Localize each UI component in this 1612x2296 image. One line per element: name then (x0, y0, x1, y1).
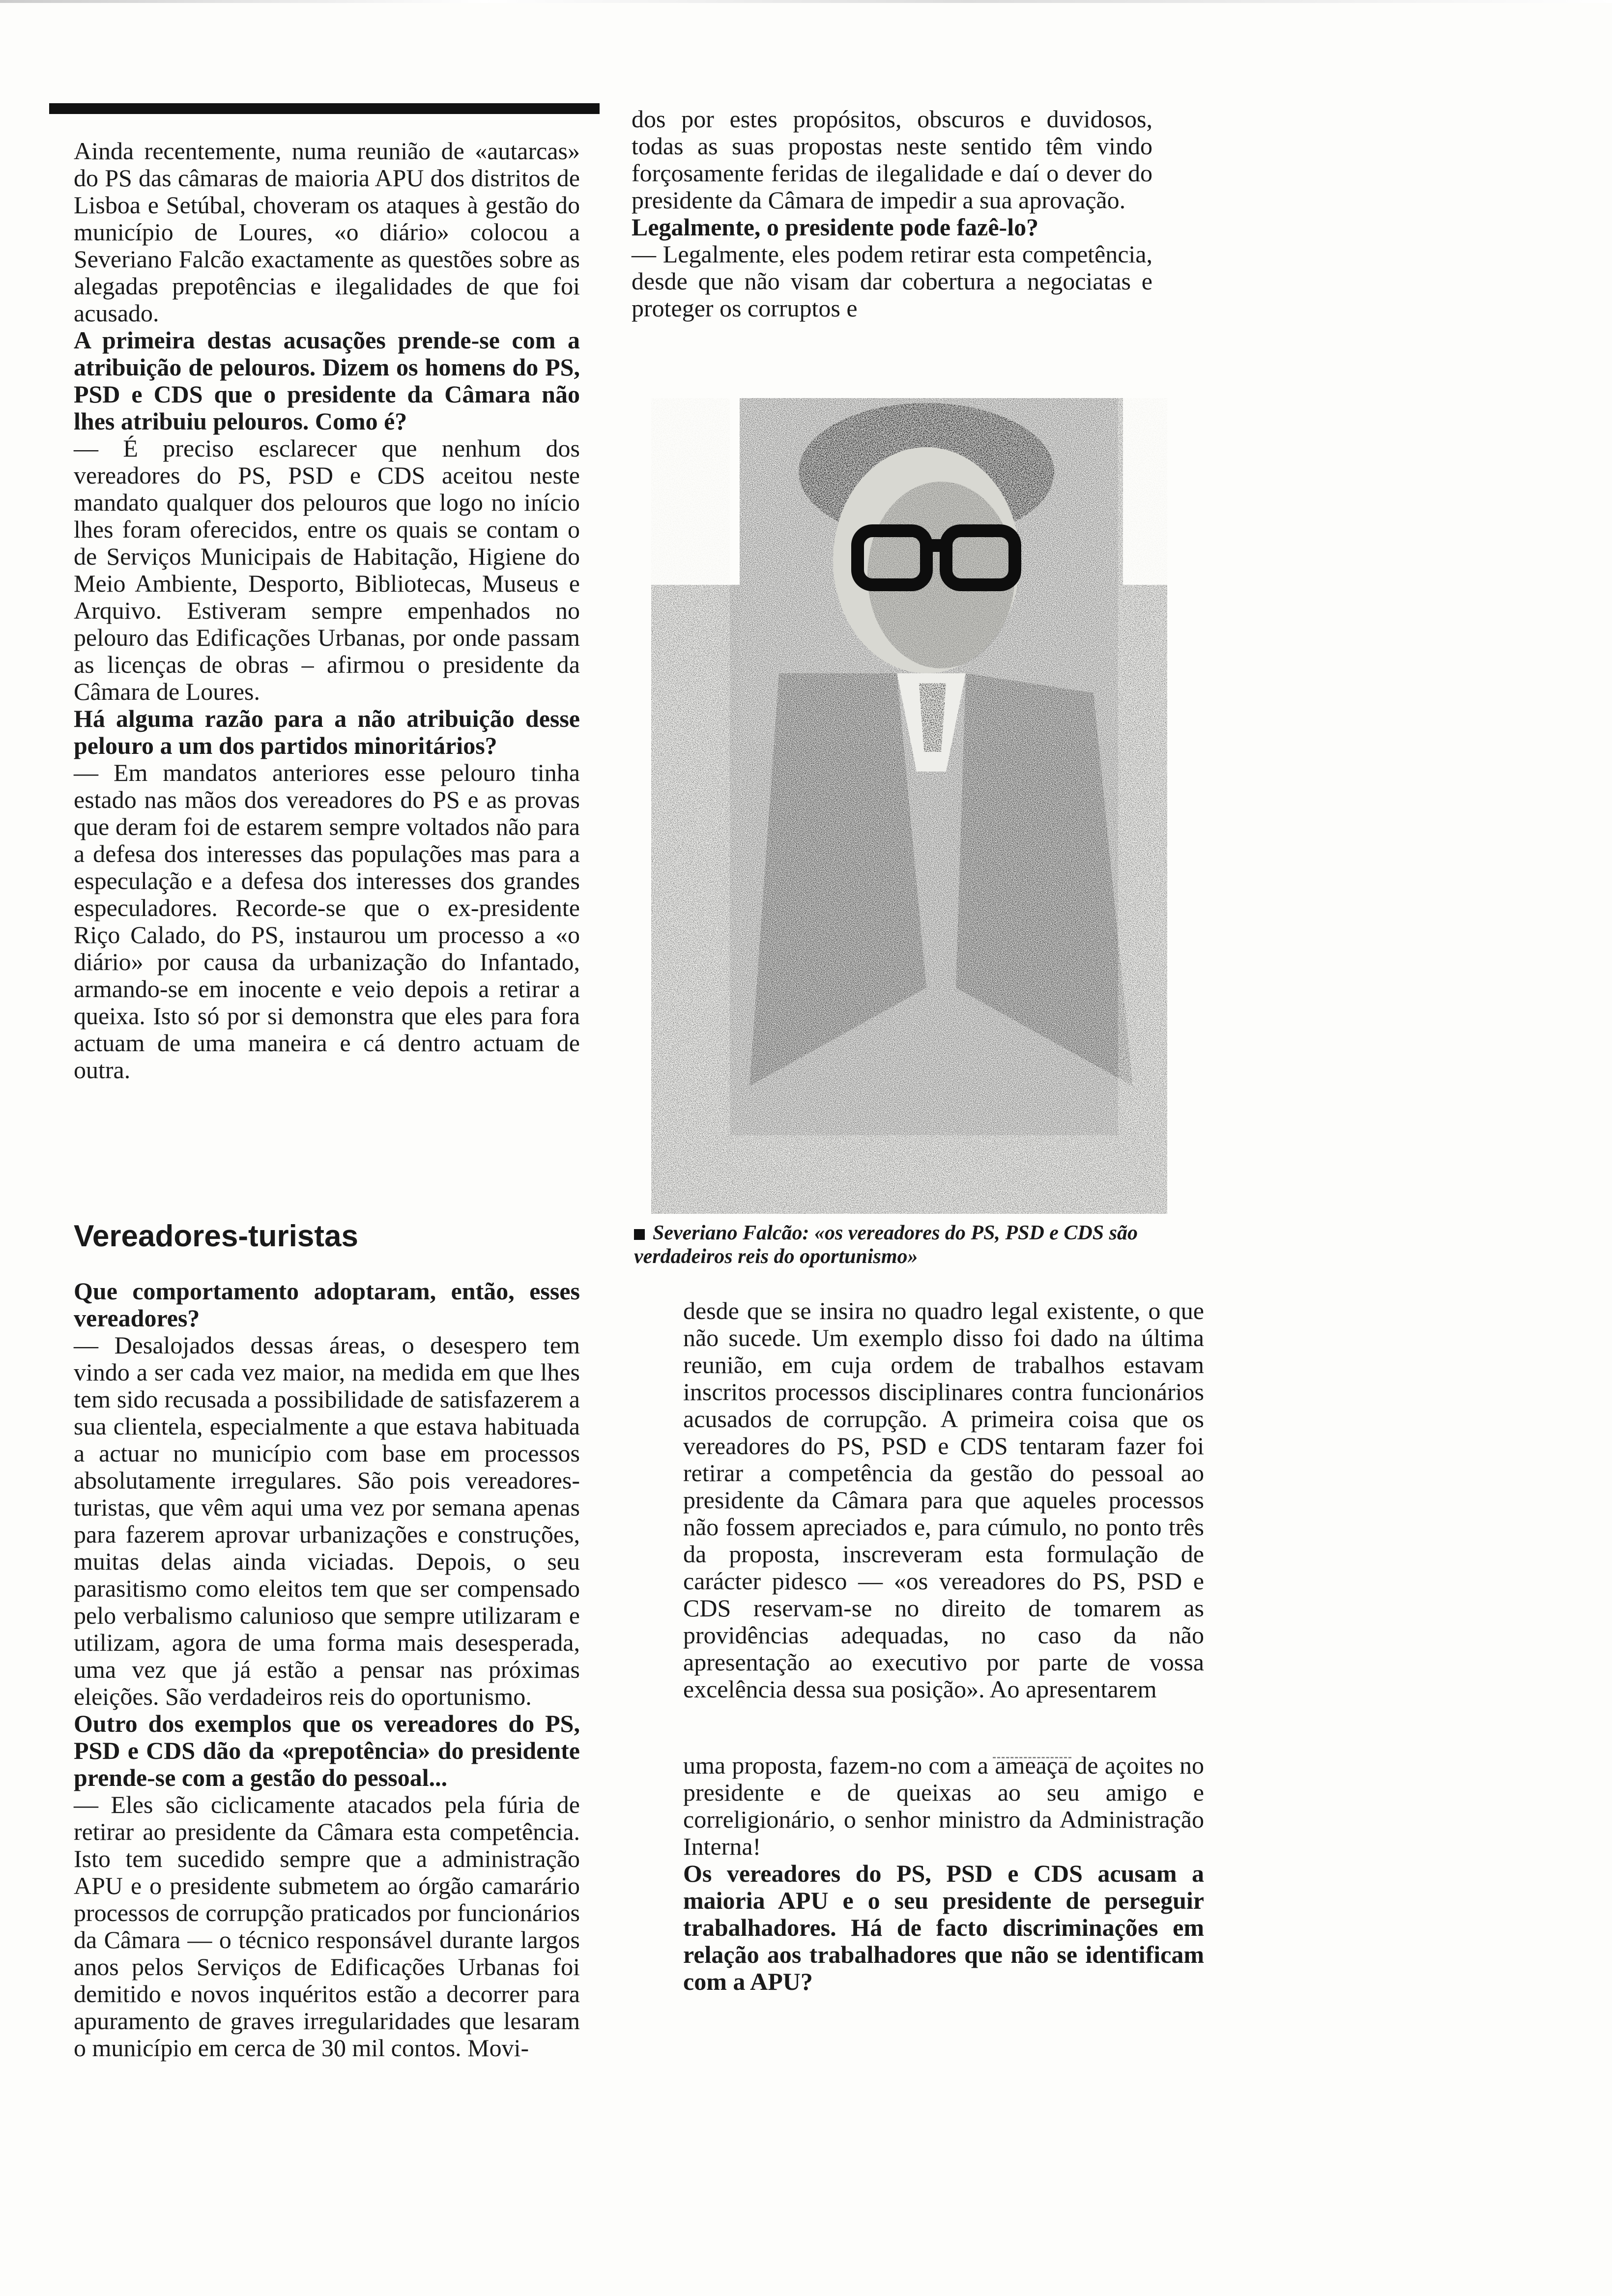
answer-ameaca: uma proposta, fazem-no com a ameaça de açoites no presidente e de queixas ao seu amigo e correligionário, o senhor ministro da Administração Interna! (683, 1751, 1204, 1860)
answer-pelouros: — É preciso esclarecer que nenhum dos vereadores do PS, PSD e CDS aceitou neste mandato qualquer dos pelouros que logo no início lhes foram oferecidos, entre os quais se contam o de Serviços Municipais de Habitação, Higiene do Meio Ambiente, Desporto, Bibliotecas, Museus e Arquivo. Estiveram sempre empenhados no pelouro das Edificações Urbanas, por onde passam as licenças de obras – afirmou o presidente da Câmara de Loures. (74, 434, 580, 705)
answer-legal-frame: desde que se insira no quadro legal existente, o que não sucede. Um exemplo disso foi dado na última reunião, em cuja ordem de trabalhos estavam inscritos processos disciplinares contra funcionários acusados de corrupção. A primeira coisa que os vereadores do PS, PSD e CDS tentaram fazer foi retirar a competência da gestão do pessoal ao presidente da Câmara para que aqueles processos não fossem apreciados e, para cúmulo, no ponto três da proposta, inscreveram esta formulação de carácter pidesco — «os vereadores do PS, PSD e CDS reservam-se no direito de tomarem as providências adequadas, no caso da não apresentação ao executivo por parte de vossa excelência dessa sua posição». Ao apresentarem (683, 1297, 1204, 1703)
answer-comportamento: — Desalojados dessas áreas, o desespero tem vindo a ser cada vez maior, na medida em que lhes tem sido recusada a possibilidade de satisfazerem a sua clientela, especialmente a que estava habituada a actuar no município com base em processos absolutamente irregulares. São pois vereadores-turistas, que vêm aqui uma vez por semana apenas para fazerem aprovar urbanizações e construções, muitas delas ainda viciadas. Depois, o seu parasitismo como eleitos tem que ser compensado pelo verbalismo calunioso que sempre utilizaram e utilizam, agora de uma forma mais desesperada, uma vez que já estão a pensar nas próximas eleições. São verdadeiros reis do oportunismo. (74, 1331, 580, 1710)
question-comportamento: Que comportamento adoptaram, então, esses vereadores? (74, 1277, 580, 1332)
question-pessoal: Outro dos exemplos que os vereadores do PS, PSD e CDS dão da «prepotência» do presidente prende-se com a gestão do pessoal... (74, 1710, 580, 1791)
section-heading: Vereadores-turistas (74, 1219, 358, 1253)
portrait-halftone (651, 398, 1167, 1214)
answer-legalmente: — Legalmente, eles podem retirar esta competência, desde que não visam dar cobertura a negociatas e proteger os corruptos e (632, 240, 1152, 322)
answer-minoritarios: — Em mandatos anteriores esse pelouro tinha estado nas mãos dos vereadores do PS e as provas que deram foi de estarem sempre voltados não para a defesa dos interesses das populações mas para a especulação e a defesa dos interesses dos grandes especuladores. Recorde-se que o ex-presidente Riço Calado, do PS, instaurou um processo a «o diário» por causa da urbanização do Infantado, armando-se em inocente e veio depois a retirar a queixa. Isto só por si demonstra que eles para fora actuam de uma maneira e cá dentro actuam de outra. (74, 759, 580, 1084)
photo-caption (634, 1221, 1184, 1268)
column-top-rule (49, 103, 600, 114)
caption-bullet-icon (634, 1229, 645, 1240)
column-right-lower (683, 1752, 1204, 1995)
question-legalmente: Legalmente, o presidente pode fazê-lo? (632, 213, 1039, 241)
question-trabalhadores: Os vereadores do PS, PSD e CDS acusam a maioria APU e o seu presidente de perseguir trabalhadores. Há de facto discriminações em relação aos trabalhadores que não se identificam com a APU? (683, 1860, 1204, 1995)
answer-pessoal: — Eles são ciclicamente atacados pela fúria de retirar ao presidente da Câmara esta competência. Isto tem sucedido sempre que a administração APU e o presidente submetem ao órgão camarário processos de corrupção praticados por funcionários da Câmara — o técnico responsável durante largos anos pelos Serviços de Edificações Urbanas foi demitido e novos inquéritos estão a decorrer para apuramento de graves irregularidades que lesaram o município em cerca de 30 mil contos. Movi- (74, 1791, 580, 2062)
question-pelouros: A primeira destas acusações prende-se com a atribuição de pelouros. Dizem os homens do PS, PSD e CDS que o presidente da Câmara não lhes atribuiu pelouros. Como é? (74, 326, 580, 435)
paragraph-intro: Ainda recentemente, numa reunião de «autarcas» do PS das câmaras de maioria APU dos distritos de Lisboa e Setúbal, choveram os ataques à gestão do município de Loures, «o diário» colocou a Severiano Falcão exactamente as questões sobre as alegadas prepotências e ilegalidades de que foi acusado. (74, 137, 580, 327)
column-left-upper (74, 138, 580, 1084)
scan-edge (0, 0, 1612, 3)
answer-continued: dos por estes propósitos, obscuros e duvidosos, todas as suas propostas neste sentido têm vindo forçosamente feridas de ilegalidade e daí o dever do presidente da Câmara de impedir a sua aprovação. (632, 105, 1152, 214)
column-right-upper (632, 106, 1152, 322)
portrait-photo (651, 398, 1167, 1214)
column-left-lower (74, 1278, 580, 2062)
question-minoritarios: Há alguma razão para a não atribuição desse pelouro a um dos partidos minoritários? (74, 705, 580, 759)
caption-text: Severiano Falcão: «os vereadores do PS, PSD e CDS são verdadeiros reis do oportunismo» (634, 1222, 1138, 1268)
column-right-middle (683, 1297, 1204, 1703)
